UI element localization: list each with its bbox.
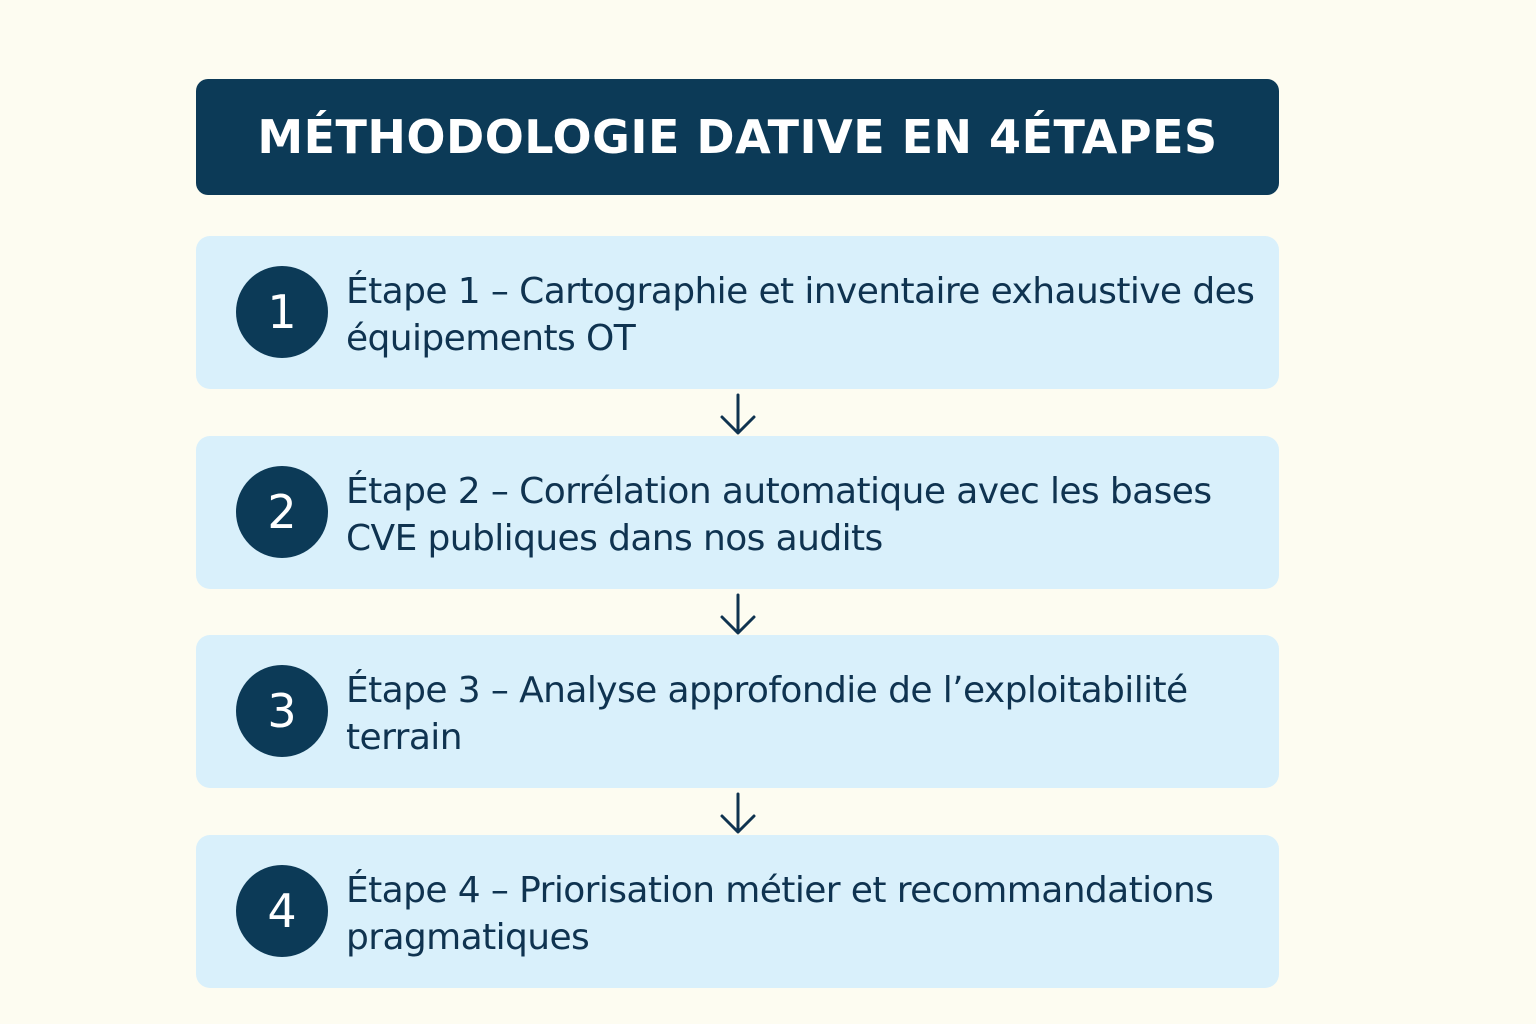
step-card-2 <box>196 436 1279 589</box>
step-card-3 <box>196 635 1279 788</box>
step-card-4 <box>196 835 1279 988</box>
step-label: Étape 2 – Corrélation automatique avec les bases CVE publiques dans nos audits <box>346 471 1212 559</box>
down-arrow-icon <box>718 592 758 638</box>
step-label: Étape 4 – Priorisation métier et recommandations pragmatiques <box>346 870 1214 958</box>
step-label: Étape 1 – Cartographie et inventaire exhaustive des équipements OT <box>346 271 1255 359</box>
title-banner <box>196 79 1279 195</box>
page-title: MÉTHODOLOGIE DATIVE EN 4ÉTAPES <box>257 110 1218 164</box>
step-number-badge: 1 <box>236 266 328 358</box>
down-arrow-icon <box>718 392 758 438</box>
step-number-badge: 2 <box>236 466 328 558</box>
down-arrow-icon <box>718 791 758 837</box>
step-card-1 <box>196 236 1279 389</box>
step-number-badge: 4 <box>236 865 328 957</box>
step-label: Étape 3 – Analyse approfondie de l’exploitabilité terrain <box>346 670 1188 758</box>
step-number-badge: 3 <box>236 665 328 757</box>
